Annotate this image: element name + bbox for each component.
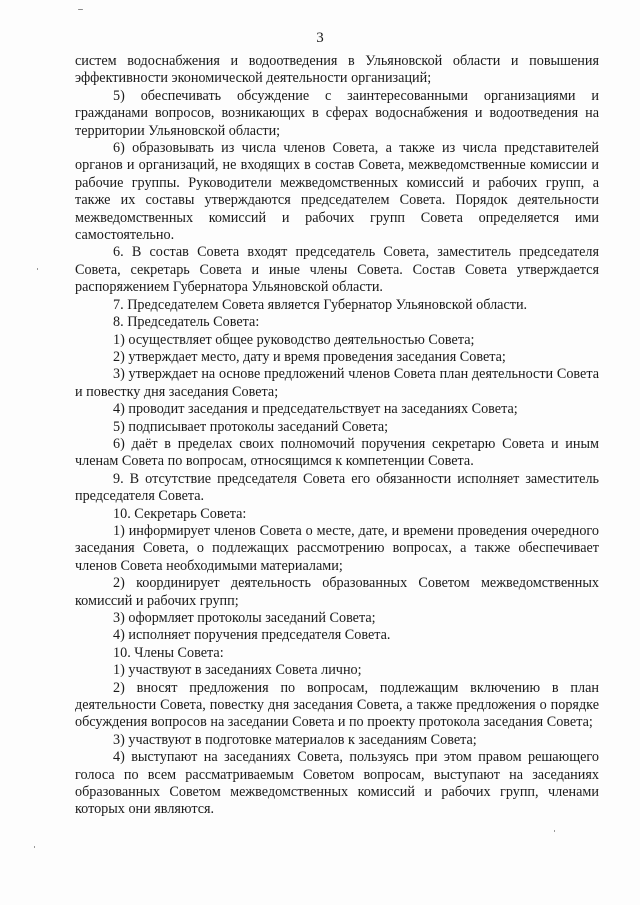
- paragraph-chairman-heading: 8. Председатель Совета:: [113, 314, 260, 331]
- paragraph-secretary-duty-3: 3) оформляет протоколы заседаний Совета;: [113, 610, 376, 626]
- scan-mark-left-lower: [34, 846, 35, 848]
- paragraph-chairman-duty-6: 6) даёт в пределах своих полномочий поручения секретарю Совета и иным членам Совета по вопросам, относящимся к компетенции Совета.: [75, 435, 599, 470]
- scan-mark-right: [554, 830, 555, 832]
- paragraph-members-duty-3: 3) участвуют в подготовке материалов к заседаниям Совета;: [113, 731, 477, 748]
- paragraph-members-duty-1: 1) участвуют в заседаниях Совета лично;: [113, 662, 362, 679]
- paragraph-secretary-heading: 10. Секретарь Совета:: [113, 505, 247, 522]
- paragraph-chairman-duty-5: 5) подписывает протоколы заседаний Совета;: [113, 418, 389, 435]
- paragraph-chairman-duty-2: 2) утверждает место, дату и время проведения заседания Совета;: [113, 348, 506, 365]
- paragraph-council-composition: 6. В состав Совета входят председатель Совета, заместитель председателя Совета, секретарь Совета и иные члены Совета. Состав Совета утверждается распоряжением Губернатора Ульяновской области.: [75, 244, 599, 296]
- document-body: [75, 53, 599, 819]
- scan-mark-left: [37, 268, 38, 270]
- paragraph-item-5-discussion: 5) обеспечивать обсуждение с заинтересованными организациями и гражданами вопросов, возникающих в сферах водоснабжения и водоотведения на территории Ульяновской области;: [75, 87, 599, 139]
- paragraph-deputy: 9. В отсутствие председателя Совета его обязанности исполняет заместитель председателя Совета.: [75, 470, 599, 505]
- paragraph-secretary-duty-4: 4) исполняет поручения председателя Совета.: [113, 627, 391, 644]
- page-number: 3: [316, 30, 324, 46]
- paragraph-chairman-duty-4: 4) проводит заседания и председательствует на заседаниях Совета;: [113, 401, 518, 418]
- scan-mark-top: [78, 9, 83, 10]
- paragraph-members-duty-2: 2) вносят предложения по вопросам, подлежащим включению в план деятельности Совета, повестку дня заседания Совета, а также предложения о порядке обсуждения вопросов на заседании Совета и по проекту протокола заседания Совета;: [75, 679, 599, 731]
- paragraph-chairman: 7. Председателем Совета является Губернатор Ульяновской области.: [113, 296, 528, 313]
- paragraph-secretary-duty-1: 1) информирует членов Совета о месте, дате, и времени проведения очередного заседания Совета, о подлежащих рассмотрению вопросах, а также обеспечивает членов Совета необходимыми материалами;: [75, 522, 599, 574]
- paragraph-item-6-commissions: 6) образовывать из числа членов Совета, а также из числа представителей органов и организаций, не входящих в состав Совета, межведомственные комиссии и рабочие группы. Руководители межведомственных комиссий и рабочих групп, а также их составы утверждаются председателем Совета. Порядок деятельности межведомственных комиссий и рабочих групп Совета определяется ими самостоятельно.: [75, 140, 599, 244]
- paragraph-chairman-duty-3: 3) утверждает на основе предложений членов Совета план деятельности Совета и повестку дня заседания Совета;: [75, 366, 599, 400]
- paragraph-chairman-duty-1: 1) осуществляет общее руководство деятельностью Совета;: [113, 331, 475, 348]
- paragraph-members-duty-4: 4) выступают на заседаниях Совета, пользуясь при этом правом решающего голоса по всем рассматриваемым Советом вопросам, выступают на заседаниях образованных Советом межведомственных комиссий и рабочих групп, членами которых они являются.: [75, 749, 599, 818]
- paragraph-members-heading: 10. Члены Совета:: [113, 644, 224, 661]
- paragraph-secretary-duty-2: 2) координирует деятельность образованных Советом межведомственных комиссий и рабочих групп;: [75, 575, 599, 609]
- paragraph-continuation: систем водоснабжения и водоотведения в Ульяновской области и повышения эффективности экономической деятельности организаций;: [75, 53, 599, 87]
